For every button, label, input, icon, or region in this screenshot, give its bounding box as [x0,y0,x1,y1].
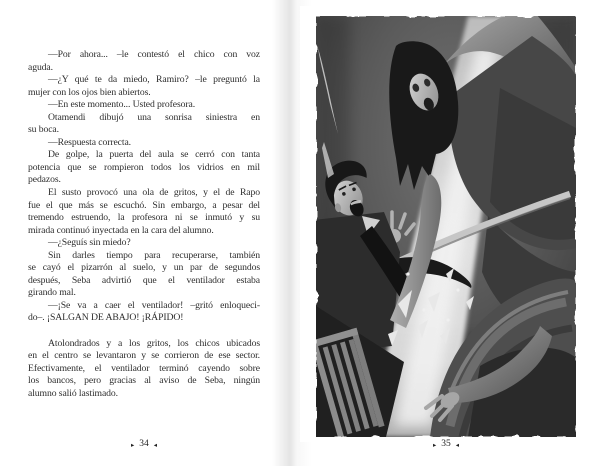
text-line: potencia que se rompieron todos los vidrios en mil [28,161,260,173]
text-line: Atolondrados y a los gritos, los chicos ubicados [48,337,260,349]
right-page-folio [310,438,582,452]
right-page-number: 35 [441,439,451,450]
text-line: —¿Y qué te da miedo, Ramiro? –le preguntó la [48,74,260,86]
text-line: alumno salió lastimado. [28,387,118,399]
folio-marker-left: ▸ [130,440,135,449]
text-line: Efectivamente, el ventilador terminó cayendo sobre [28,362,260,374]
text-line: —¿Seguís sin miedo? [48,237,131,249]
illustration-scene [310,14,584,439]
text-line: los bancos, pero gracias al aviso de Seba, ningún [28,375,260,387]
text-line: girando mal. [28,287,76,299]
text-line: —¡Se va a caer el ventilador! –gritó enloqueci- [48,299,260,311]
left-page-number: 34 [139,439,149,450]
text-line: en el centro se levantaron y se corrieron de ese sector. [28,350,260,362]
text-line: Otamendi dibujó una sonrisa siniestra en [48,111,260,123]
text-line: pedazos. [28,174,61,186]
left-page-text [28,49,260,415]
text-line: después, Seba advirtió que el ventilador estaba [28,274,260,286]
text-line: —En este momento... Usted profesora. [48,99,196,111]
text-line: —Por ahora... –le contestó el chico con voz [48,49,260,60]
text-line: mirada continuó inyectada en la cara del alumno. [28,224,214,236]
folio-marker-right: ◂ [153,440,158,449]
text-line: —Respuesta correcta. [48,136,131,148]
text-line: su boca. [28,124,59,136]
classroom-chaos-illustration [300,6,584,442]
text-line: fue el que más se escuchó. Sin embargo, a pesar del [28,199,260,211]
text-line: El susto provocó una ola de gritos, y el de Rapo [48,187,260,199]
text-line: do–. ¡SALGAN DE ABAJO! ¡RÁPIDO! [28,312,184,324]
text-line: De golpe, la puerta del aula se cerró con tanta [48,149,260,161]
text-line: aguda. [28,61,53,73]
text-line [28,325,260,338]
left-page-folio [28,438,260,452]
text-line: Sin darles tiempo para recuperarse, también [48,249,260,261]
text-line: tremendo estruendo, la profesora ni se inmutó y su [28,212,260,224]
folio-marker-left: ▸ [432,440,437,449]
text-line: mujer con los ojos bien abiertos. [28,86,151,98]
text-line: se cayó el pizarrón al suelo, y un par de segundos [28,262,260,274]
folio-marker-right: ◂ [455,440,460,449]
